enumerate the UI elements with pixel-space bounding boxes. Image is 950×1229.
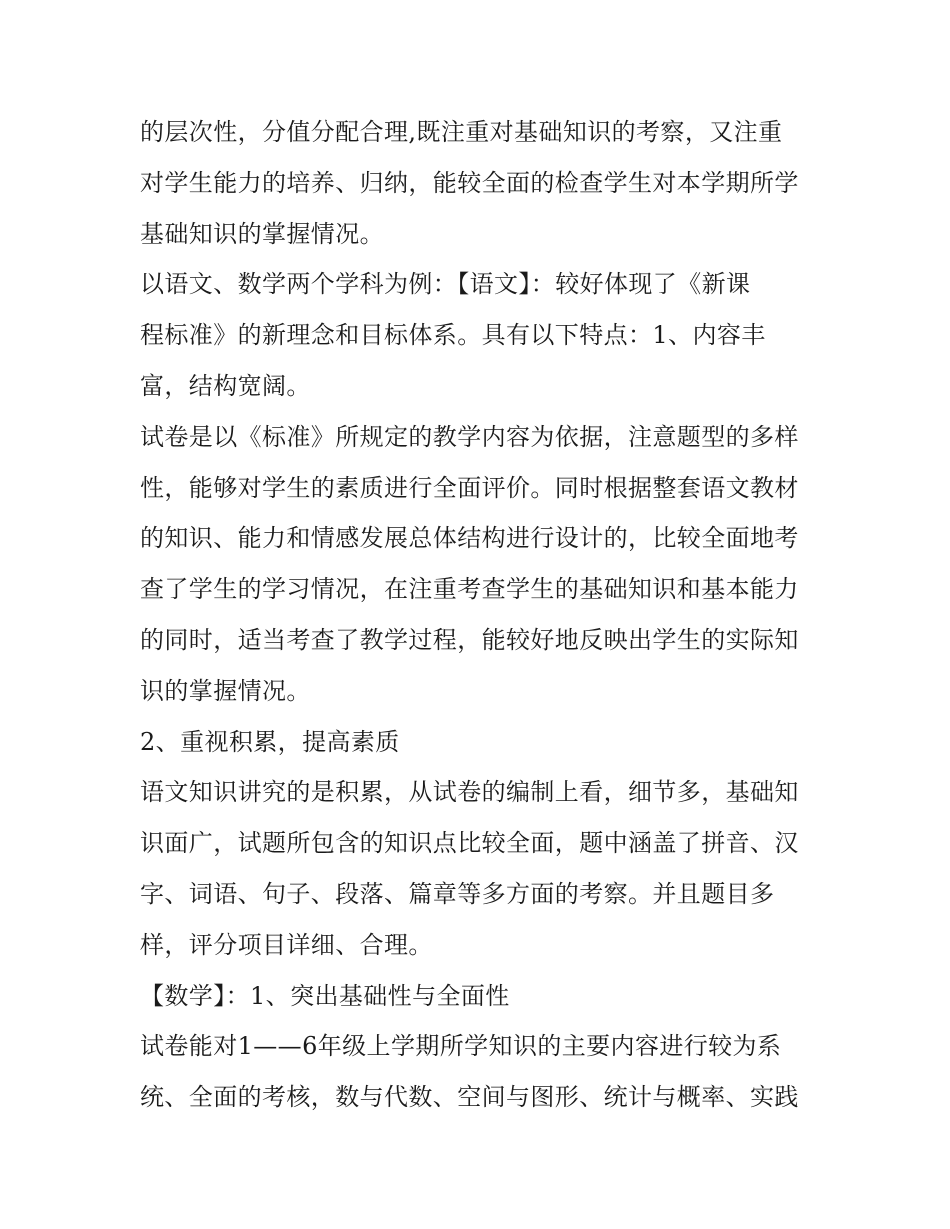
text-line: 富，结构宽阔。 (140, 371, 311, 400)
paragraph-1 (140, 107, 820, 259)
text-line: 识的掌握情况。 (140, 676, 311, 705)
text-line: 样，评分项目详细、合理。 (140, 930, 433, 959)
paragraph-3 (140, 412, 820, 717)
section-heading-2 (140, 717, 820, 768)
text-line: 程标准》的新理念和目标体系。具有以下特点：1、内容丰 (140, 321, 766, 350)
text-line: 2、重视积累，提高素质 (140, 727, 400, 756)
text-line: 性，能够对学生的素质进行全面评价。同时根据整套语文教材 (140, 473, 799, 502)
text-line: 试卷是以《标准》所规定的教学内容为依据，注意题型的多样 (140, 422, 799, 451)
text-line: 统、全面的考核，数与代数、空间与图形、统计与概率、实践 (140, 1083, 799, 1112)
paragraph-5 (140, 1021, 820, 1123)
text-line: 的知识、能力和情感发展总体结构进行设计的，比较全面地考 (140, 524, 799, 553)
text-line: 对学生能力的培养、归纳，能较全面的检查学生对本学期所学 (140, 168, 799, 197)
text-line: 的层次性，分值分配合理,既注重对基础知识的考察，又注重 (140, 118, 783, 146)
section-heading-math (140, 971, 820, 1022)
text-line: 以语文、数学两个学科为例：【语文】：较好体现了《新课 (140, 270, 751, 299)
text-line: 字、词语、句子、段落、篇章等多方面的考察。并且题目多 (140, 879, 775, 908)
paragraph-4 (140, 767, 820, 970)
paragraph-2 (140, 259, 820, 411)
text-line: 试卷能对1——6年级上学期所学知识的主要内容进行较为系 (140, 1032, 782, 1061)
text-line: 【数学】：1、突出基础性与全面性 (140, 981, 510, 1010)
text-line: 查了学生的学习情况，在注重考查学生的基础知识和基本能力 (140, 575, 799, 604)
document-body (140, 107, 820, 1123)
text-line: 的同时，适当考查了教学过程，能较好地反映出学生的实际知 (140, 625, 799, 654)
text-line: 基础知识的掌握情况。 (140, 219, 384, 248)
text-line: 语文知识讲究的是积累，从试卷的编制上看，细节多，基础知 (140, 778, 799, 807)
text-line: 识面广，试题所包含的知识点比较全面，题中涵盖了拼音、汉 (140, 829, 799, 858)
